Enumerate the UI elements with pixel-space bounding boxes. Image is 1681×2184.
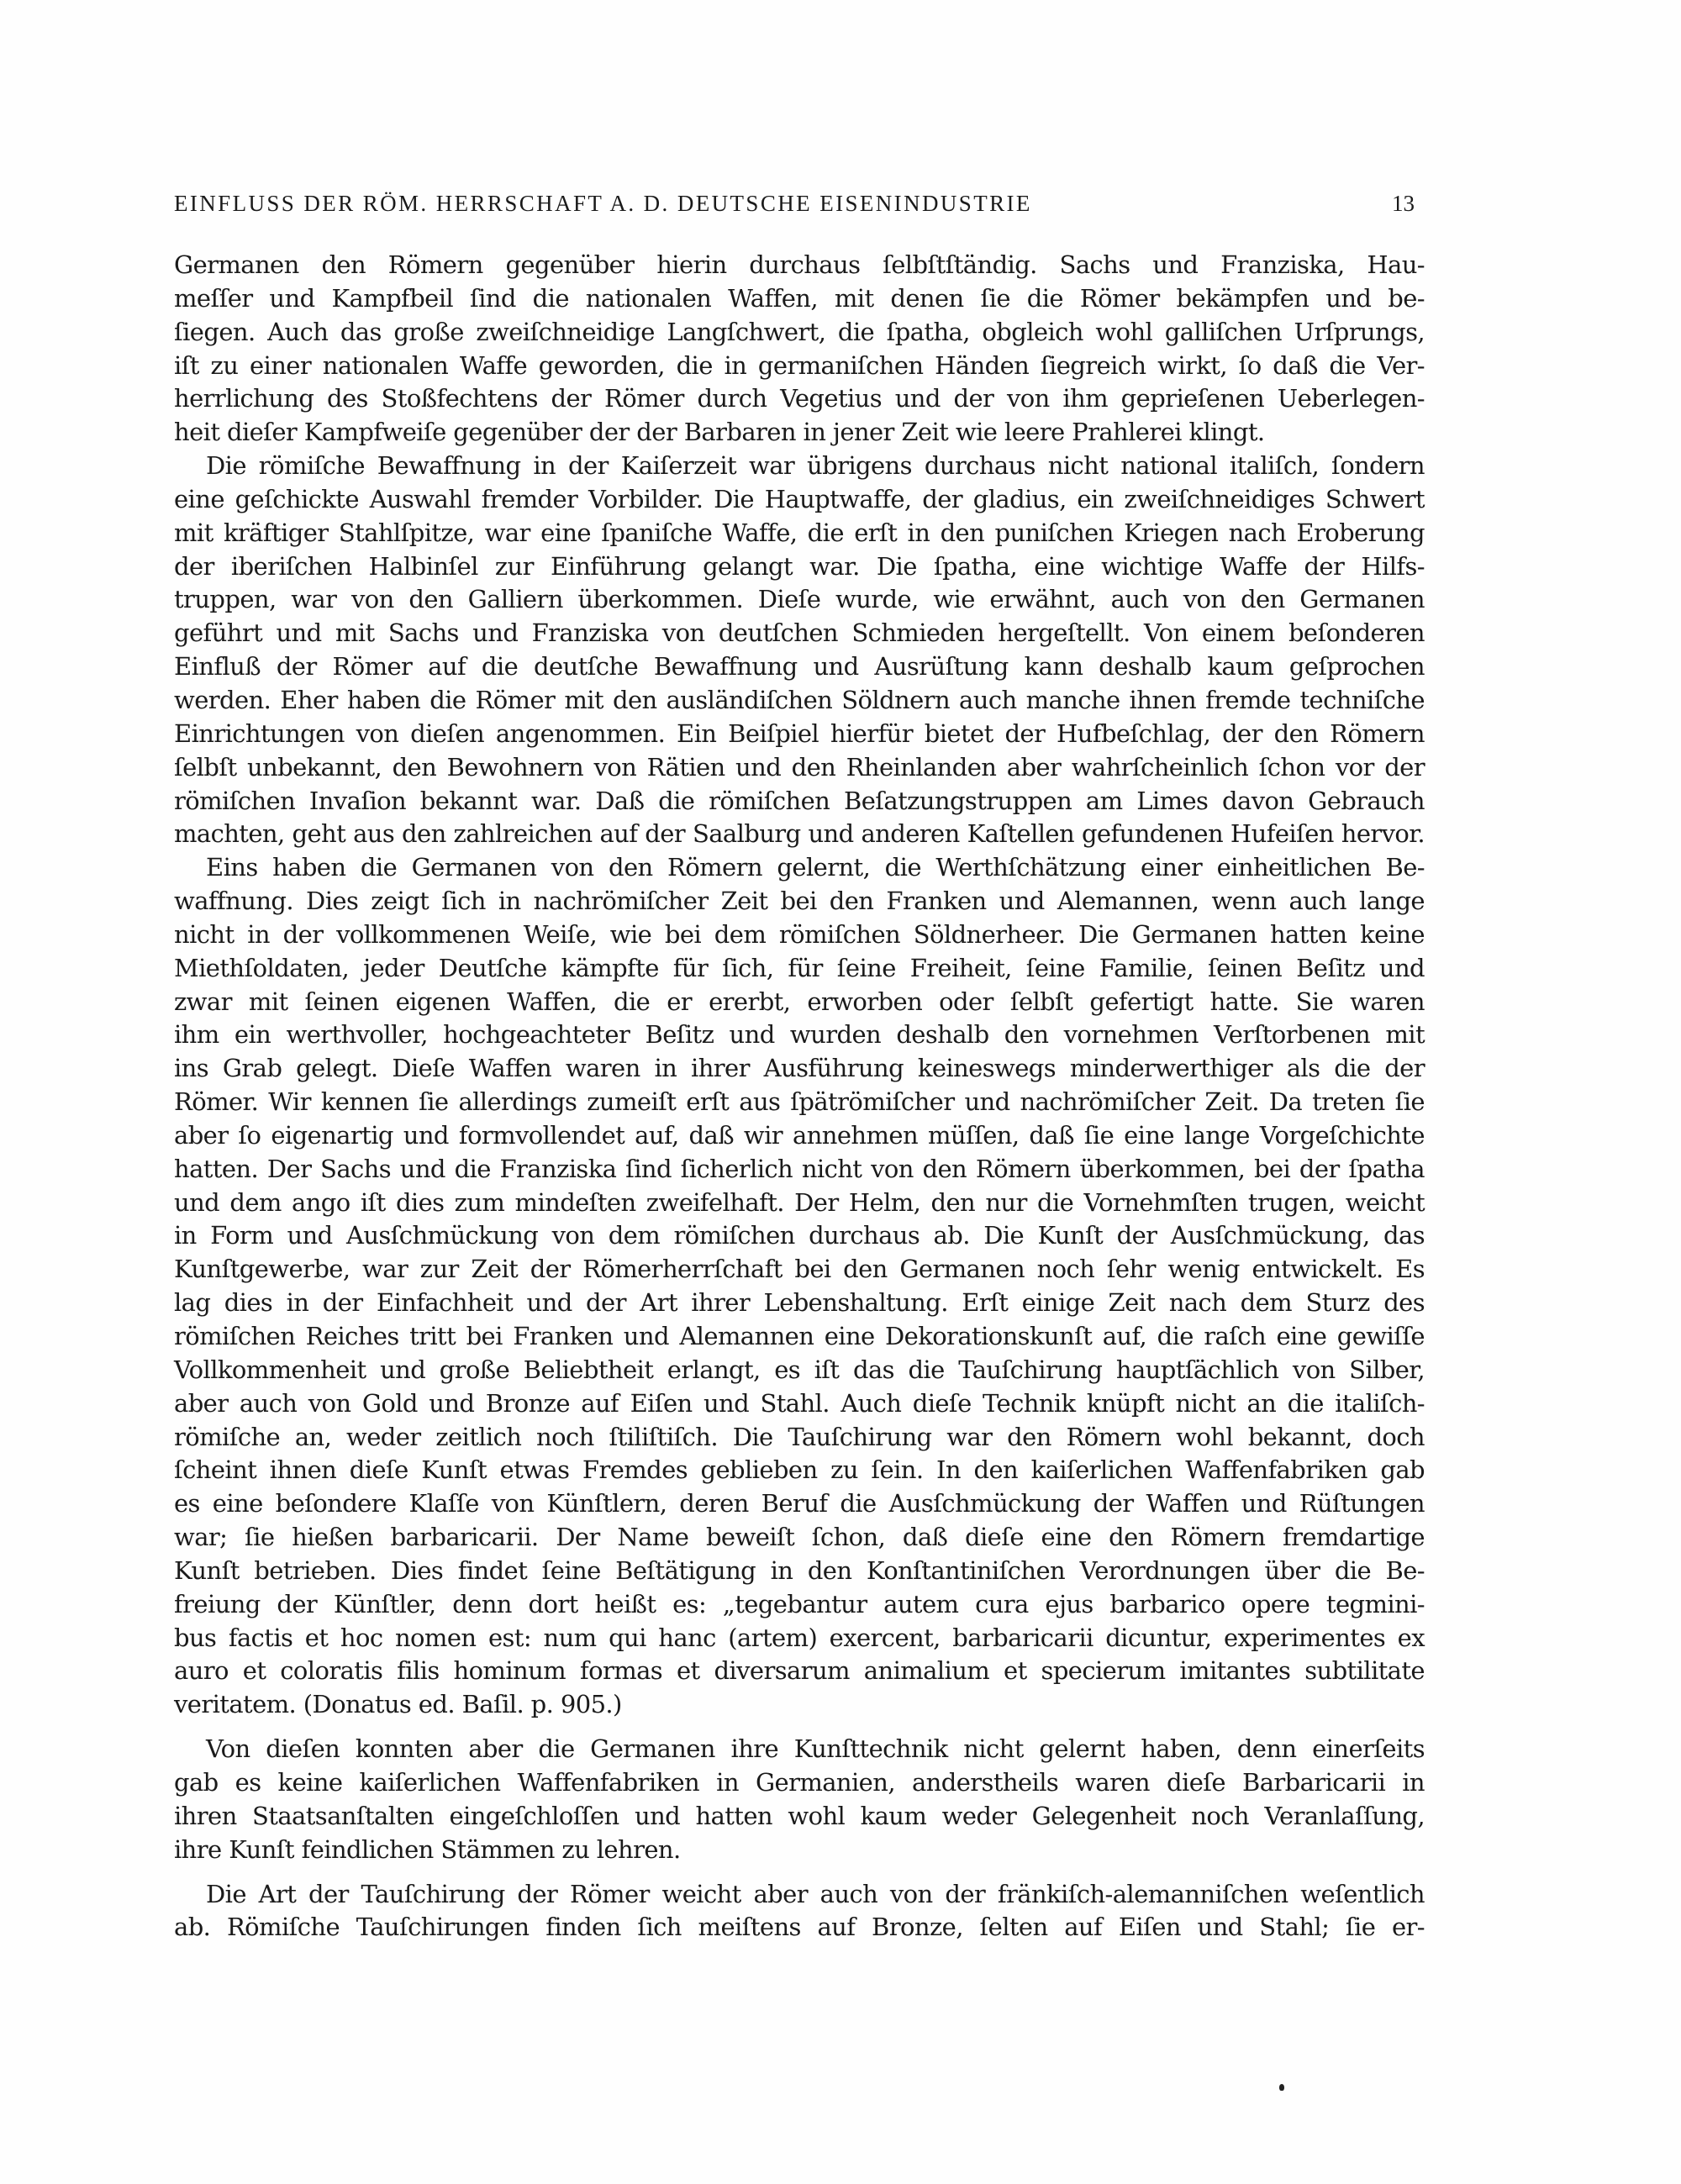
text-line: der iberiſchen Halbinſel zur Einführung gelangt war. Die ſpatha, eine wichtige Waffe der Hilfs- [174, 551, 1425, 581]
text-line: ſelbſt unbekannt, den Bewohnern von Rätien und den Rheinlanden aber wahrſcheinlich ſchon vor der [174, 752, 1425, 782]
running-header [174, 187, 1415, 220]
text-line: auro et coloratis filis hominum formas et diversarum animalium et specierum imitantes subtilitate [174, 1656, 1425, 1686]
text-line: machten, geht aus den zahlreichen auf der Saalburg und anderen Kaſtellen gefundenen Hufeiſen hervor. [174, 819, 1425, 849]
text-line: aber ſo eigenartig und formvollendet auf, daß wir annehmen müſſen, daß ſie eine lange Vorgeſchichte [174, 1120, 1425, 1150]
page-number: 13 [1392, 191, 1415, 216]
text-line: Germanen den Römern gegenüber hierin durchaus ſelbſtſtändig. Sachs und Franziska, Hau- [174, 250, 1425, 279]
text-line: truppen, war von den Galliern überkommen. Dieſe wurde, wie erwähnt, auch von den Germanen [174, 585, 1425, 614]
text-line: aber auch von Gold und Bronze auf Eiſen und Stahl. Auch dieſe Technik knüpft nicht an die italiſch- [174, 1388, 1425, 1418]
paragraph [174, 851, 1425, 1722]
text-line: veritatem. (Donatus ed. Baſil. p. 905.) [174, 1690, 622, 1719]
text-line: ſcheint ihnen dieſe Kunſt etwas Fremdes geblieben zu ſein. In den kaiſerlichen Waffenfabriken gab [174, 1455, 1425, 1485]
text-line: ihre Kunſt feindlichen Stämmen zu lehren. [174, 1834, 681, 1864]
text-line: werden. Eher haben die Römer mit den ausländiſchen Söldnern auch manche ihnen fremde techniſche [174, 685, 1425, 714]
text-line: ins Grab gelegt. Dieſe Waffen waren in ihrer Ausführung keineswegs minderwerthiger als die der [174, 1054, 1425, 1083]
text-line: Die Art der Tauſchirung der Römer weicht aber auch von der fränkiſch-alemanniſchen weſentlich [206, 1879, 1425, 1908]
text-line: es eine beſondere Klaſſe von Künſtlern, deren Beruf die Ausſchmückung der Waffen und Rüſtungen [174, 1489, 1425, 1518]
text-line: mit kräftiger Stahlſpitze, war eine ſpaniſche Waffe, die erſt in den puniſchen Kriegen nach Eroberung [174, 518, 1425, 547]
text-line: römiſchen Invaſion bekannt war. Daß die römiſchen Beſatzungstruppen am Limes davon Gebrauch [174, 786, 1425, 815]
print-speck [1279, 2084, 1284, 2091]
text-line: iſt zu einer nationalen Waffe geworden, die in germaniſchen Händen ſiegreich wirkt, ſo daß die Ver- [174, 350, 1425, 380]
text-line: heit dieſer Kampfweiſe gegenüber der der Barbaren in jener Zeit wie leere Prahlerei klingt. [174, 418, 1265, 447]
text-line: in Form und Ausſchmückung von dem römiſchen durchaus ab. Die Kunſt der Ausſchmückung, das [174, 1221, 1425, 1250]
text-line: bus factis et hoc nomen est: num qui hanc (artem) exercent, barbaricarii dicuntur, experimentes ex [174, 1623, 1425, 1652]
paragraph [174, 450, 1425, 851]
text-line: Die römiſche Bewaffnung in der Kaiſerzeit war übrigens durchaus nicht national italiſch, ſondern [206, 451, 1425, 481]
text-line: ſiegen. Auch das große zweiſchneidige Langſchwert, die ſpatha, obgleich wohl galliſchen Urſprungs, [174, 317, 1425, 346]
text-line: freiung der Künſtler, denn dort heißt es: „tegebantur autem cura ejus barbarico opere tegmini- [174, 1589, 1425, 1618]
text-line: Einrichtungen von dieſen angenommen. Ein Beiſpiel hierfür bietet der Hufbeſchlag, der den Römern [174, 718, 1425, 748]
text-line: herrlichung des Stoßfechtens der Römer durch Vegetius und der von ihm geprieſenen Ueberlegen- [174, 384, 1425, 413]
text-line: Miethſoldaten, jeder Deutſche kämpfte für ſich, für ſeine Freiheit, ſeine Familie, ſeinen Beſitz und [174, 953, 1425, 982]
paragraph [174, 1878, 1425, 1945]
text-line: und dem ango iſt dies zum mindeſten zweifelhaft. Der Helm, den nur die Vornehmſten trugen, weicht [174, 1187, 1425, 1217]
text-line: Eins haben die Germanen von den Römern gelernt, die Werthſchätzung einer einheitlichen Be- [206, 853, 1425, 882]
text-line: Kunſt betrieben. Dies findet ſeine Beſtätigung in den Konſtantiniſchen Verordnungen über die Be- [174, 1555, 1425, 1585]
text-line: waffnung. Dies zeigt ſich in nachrömiſcher Zeit bei den Franken und Alemannen, wenn auch lange [174, 887, 1425, 916]
text-line: gab es keine kaiſerlichen Waffenfabriken in Germanien, anderstheils waren dieſe Barbaricarii in [174, 1767, 1425, 1797]
text-line: römiſche an, weder zeitlich noch ſtiliſtiſch. Die Tauſchirung war den Römern wohl bekannt, doch [174, 1422, 1425, 1451]
text-line: Einfluß der Römer auf die deutſche Bewaffnung und Ausrüſtung kann deshalb kaum geſprochen [174, 652, 1425, 682]
text-line: römiſchen Reiches tritt bei Franken und Alemannen eine Dekorationskunſt auf, die raſch eine gewiſſe [174, 1322, 1425, 1350]
text-line: lag dies in der Einfachheit und der Art ihrer Lebenshaltung. Erſt einige Zeit nach dem Sturz des [174, 1288, 1425, 1318]
text-line: Vollkommenheit und große Beliebtheit erlangt, es iſt das die Tauſchirung hauptſächlich von Silber, [174, 1355, 1425, 1384]
text-line: nicht in der vollkommenen Weiſe, wie bei dem römiſchen Söldnerheer. Die Germanen hatten keine [174, 919, 1425, 949]
text-line: hatten. Der Sachs und die Franziska ſind ſicherlich nicht von den Römern überkommen, bei der ſpatha [174, 1154, 1425, 1183]
text-line: zwar mit ſeinen eigenen Waffen, die er ererbt, erworben oder ſelbſt gefertigt hatte. Sie waren [174, 987, 1425, 1016]
paragraph [174, 249, 1425, 450]
text-line: eine geſchickte Auswahl fremder Vorbilder. Die Hauptwaffe, der gladius, ein zweiſchneidiges Schwert [174, 484, 1425, 513]
text-line: meſſer und Kampfbeil ſind die nationalen Waffen, mit denen ſie die Römer bekämpfen und be- [174, 283, 1425, 313]
text-line: ihm ein werthvoller, hochgeachteter Beſitz und wurden deshalb den vornehmen Verſtorbenen mit [174, 1020, 1425, 1050]
text-line: Kunſtgewerbe, war zur Zeit der Römerherrſchaft bei den Germanen noch ſehr wenig entwickelt. Es [174, 1255, 1425, 1284]
text-line: Von dieſen konnten aber die Germanen ihre Kunſttechnik nicht gelernt haben, denn einerſeits [206, 1734, 1425, 1764]
text-line: Römer. Wir kennen ſie allerdings zumeiſt erſt aus ſpätrömiſcher und nachrömiſcher Zeit. Da treten ſie [174, 1087, 1425, 1117]
running-title: EINFLUSS DER RÖM. HERRSCHAFT A. D. DEUTSCHE EISENINDUSTRIE [174, 191, 1032, 216]
body-text [174, 249, 1425, 1945]
paragraph [174, 1733, 1425, 1866]
text-line: geführt und mit Sachs und Franziska von deutſchen Schmieden hergeſtellt. Von einem beſonderen [174, 618, 1425, 648]
text-line: war; ſie hießen barbaricarii. Der Name beweiſt ſchon, daß dieſe eine den Römern fremdartige [174, 1523, 1425, 1552]
text-line: ihren Staatsanſtalten eingeſchloſſen und hatten wohl kaum weder Gelegenheit noch Veranlaſſung, [174, 1801, 1425, 1830]
text-line: ab. Römiſche Tauſchirungen finden ſich meiſtens auf Bronze, ſelten auf Eiſen und Stahl; ſie er- [174, 1913, 1425, 1942]
